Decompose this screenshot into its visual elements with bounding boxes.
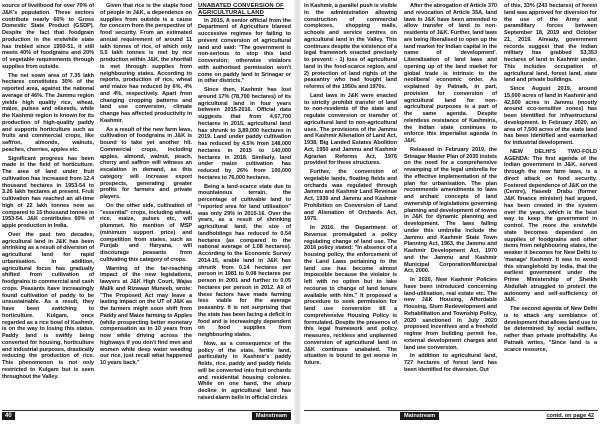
left-page bbox=[2, 0, 291, 418]
paragraph: Being a land-scarce state due to mountainous terrain, the percentage of cultivable land to "reported area for land utilisation" was only 29% in 2015-16. Over the years, as a result of shrinking agricultural land, the size of landholdings has reduced to 0.54 hectares (as compared to the national average of 1.08 hectares). According to the Economic Survey 2014-15, arable land in J&K has shrunk from 0.14 hectares per person in 1981 to 0.08 hectares per person in 2001 and further to 0.05 hectares per person in 2012. All of these factors have made farming less viable for the average peasantry. It is not surprising that the state has been facing a deficit in food and is increasingly dependent on food supplies from neighbouring states. bbox=[198, 183, 291, 339]
right-page-column-1 bbox=[304, 3, 397, 407]
paragraph: In 2020, New Kashmir Policies have been introduced concerning land-utilisation, real estate etc. The new J&K Housing, Affordable Housing, Slum Redevelopment and Rehabilitation and Township Policy, 2020 sanctioned in July 2020 proposed incentives and a freehold regime from building permit fee, external development charges and land use conversion. bbox=[404, 277, 497, 351]
paragraph: In 2015, A senior official from the Department of Agriculture blamed successive regimes for failing to prevent conversion of agricultural land and said: "The government is non-serious to stop this land conversion; otherwise violators with authorised permission won't come on paddy land in Srinagar or in other districts." bbox=[198, 17, 291, 85]
book-gutter bbox=[294, 0, 301, 424]
paragraph: Further, the conversion of vegetable lands, floating fields and orchards was regulated through Jammu and Kashmir Land Revenue Act, 1939 and Jammu and Kashmir Prohibition on Conversion of Land and Alienation of Orchards Act, 1975. bbox=[304, 169, 397, 223]
right-page-column-2 bbox=[404, 3, 497, 407]
section-heading: UNABATED CONVERSION OF AGRICULTURAL LAND bbox=[198, 3, 284, 16]
left-page-column-1 bbox=[2, 3, 94, 407]
page-number: 40 bbox=[2, 412, 15, 420]
paragraph: of this, 33% (243 hectares) of forest land was approved for diversion for the use of the Army and paramilitary forces between September 18, 2019 and October 21, 2019. Already, government records suggest that the Indian military has grabbed 53,353 hectares of land in Kashmir under. This includes occupation of agricultural land, forest land, state land and private buildings. bbox=[504, 3, 597, 84]
footer-rule bbox=[304, 410, 598, 411]
paragraph: Now, as a consequence of the policy of the state, fertile land, particularly in Kashmir's paddy fields, rice, paddy and paddy fields will be converted into fruit orchards and residential housing colonies. While on one hand, the sharp decline in agricultural land has raised alarm bells in official circles bbox=[198, 340, 291, 401]
paragraph: NEW DELHI'S TWO-FOLD AGENDA: The first agenda of the Indian government in J&K, served through the new farm laws, is a direct attack on food security. Fostered dependence of J&K on the (Centre), Haseeb Drabu (former J&K finance minister) had argued, has been created in the system over the years, which is the best way to keep the government in control. The more the erstwhile state becomes dependent on supplies of foodgrains and other items from neighbouring states, the weaker it becomes for New Delhi to 'manage' Kashmir. It was to avoid this stranglehold by India, that the earliest government under the Prime Ministership of Sheikh Abdullah struggled to protect the autonomy and self-sufficiency of J&K. bbox=[504, 148, 597, 304]
paragraph: Warning of the far-reaching impact of the new legislations, lawyers at J&K High Court, Wajas Malik and Rizwaan Muneeb, wrote: "The Proposed Act may leave a lasting impact on the UT of J&K as the farmers might soon shift from Paddy and Maize farming to Apples (while prospecting better monetary compensation as in 10 years from now while driving across the highways if you don't find men and women while deep water weeding our rice, just recall what happened 10 years back." bbox=[100, 265, 192, 366]
paragraph: In addition to agricultural land, 727 hectares of forest land has been identified for diversion. Out bbox=[404, 353, 497, 373]
paragraph: source of livelihood for over 70% of J&K's population. These sectors contribute nearly 60% to Gross Domestic State Product (GSDP). Despite the fact that foodgrain production in the erstwhile state has trebled since 1950-51, it still meets 40% of foodgrains and 20% of vegetable requirements through supplies from outside. bbox=[2, 3, 94, 70]
left-page-column-3 bbox=[198, 3, 291, 407]
left-page-footer bbox=[2, 409, 291, 421]
continued-link[interactable]: contd. on page 42 bbox=[546, 413, 594, 419]
paragraph: Since August 2019, around 15,000 acres of land in Kashmir and 42,500 acres in Jammu (mostly around eco-sensitive zones) has been identified for infrastructural development. In February 2020, an area of 7,500 acres of the state land has been identified and earmarked for industrial development. bbox=[504, 86, 597, 146]
paragraph: The second agenda of New Delhi is to attack any semblance of development that allows land use to be determined by social welfare, rather than private profitability. As Patnaik writes, "Since land is a scarce resource, bbox=[504, 306, 597, 353]
paragraph: On the other side, cultivation of "essential" crops, including wheat, rice, maize, pulses etc, will plummet. No mention of MSP (minimum support price) and competition from states, such as Punjab and Haryana, will discourage peasants from cultivating this category of crops. bbox=[100, 202, 192, 263]
right-page bbox=[304, 0, 598, 418]
magazine-name: Mainstream bbox=[400, 412, 439, 420]
paragraph: Over the past two decades, agricultural land in J&K has been shrinking as a result of diversion of agricultural land for rapid urbanisation. In addition, agricultural focus has gradually shifted from cultivation of foodgrains to commercial and cash crops. Peasants have increasingly found cultivation of paddy to be unsustainable. As a result, they have been switching to horticulture. Kulgam, once regarded as a rice bowl of Kashmir, is on the way to losing this status. Paddy land is swiftly being converted for housing, horticulture and industrial purposes, drastically reducing the production of rice. This phenomenon is not only restricted to Kulgam but is seen throughout the Valley. bbox=[2, 231, 94, 380]
paragraph: in Kashmir, a parallel push is visible in the administration allowing construction of commercial complexes, shopping malls, schools and service centres on agricultural land in the Valley. This continues despite the existence of a legal framework enacted precisely to prevent: - 1) loss of agricultural land in the food-scarce region, and 2) protection of land rights of the peasantry who had fought land reforms of the 1950s and 1970s. bbox=[304, 3, 397, 90]
paragraph: Given that rice is the staple food of people in J&K, a dependence on supplies from outside is a cause for concern from the perspective of food security. From an estimated annual requirement of around 11 lakh tonnes of rice, of which only 5.5 lakh tonnes is met by rice production within J&K, the shortfall is met through supplies from neighbouring states. According to reports, production of rice, wheat and maize has reduced by 6%, 4% and 4%, respectively. Apart from changing cropping patterns and land use conversion, climate change has affected productivity in Kashmir. bbox=[100, 3, 192, 124]
paragraph: Since then, Kashmir has lost around 17% (78,700 hectares) of its agricultural land in four years between 2015-2016. Official data suggests that from 4,67,700 hectares in 2015, agricultural land has shrunk to 3,89,000 hectares in 2019. Land under paddy cultivation has reduced by 4.5% from 148,000 hectares in 2015 to 140,000 hectares in 2018. Similarly, land under maize cultivation has reduced by 26% from 100,000 hectares to 76,000 hectares. bbox=[198, 87, 291, 181]
right-page-column-3 bbox=[504, 3, 597, 407]
paragraph: The net sown area of 7.35 lakh hectares constitutes 30% of the reported area, against the national average of 46%. The Jammu region yields high quality rice, wheat, maize, pulses and oilseeds, while the Kashmir region is known for its production of high-quality paddy and supports horticulture such as fruits and commercial crops, like saffron, almonds, walnuts, peaches, cherries, apples etc. bbox=[2, 72, 94, 153]
paragraph: As a result of the new farm laws, cultivation of foodgrains in J&K is bound to take yet another hit. Commercial crops, including apples, almond, walnut, peach, cherry and saffron will witness an escalation in demand, as this category will increase export prospects, generating greater profits for farmers and private players. bbox=[100, 126, 192, 200]
magazine-name: Mainstream bbox=[252, 412, 291, 420]
paragraph: Significant progress has been made in the field of horticulture. The area of land under fruit cultivation has increased from 12.4 thousand hectares in 1953-54 to 3.26 lakh hectares at present. Fruit cultivation has reached an all-time high of 22 lakh tonnes now as compared to 15 thousand tonnes in 1953-54. J&K contributes 60% of apple production in India. bbox=[2, 155, 94, 229]
paragraph: Land laws in J&K were enacted to strictly prohibit transfer of land to non-residents of the state and regulate conversion or transfer of agricultural land to non-agricultural uses. The provisions of the Jammu and Kashmir Alienation of Land Act, 1938, Big Landed Estates Abolition Act, 1950 and Jammu and Kashmir Agrarian Reforms Act, 1976 provided for these structures. bbox=[304, 92, 397, 167]
paragraph: Released in February 2019, the Srinagar Master Plan of 2035 insists on the need for a comprehensive revamping of the legal umbrella for the effective implementation of the plan for urbanisation. The plan recommends amendments to laws and archaic concepts of land ownership of legislations governing planning and development of towns in J&K for dynamic planning and development. The laws falling under this umbrella include the Jammu and Kashmir State Town Planning Act, 1963, the Jammu and Kashmir Development Act, 1970 and the Jammu and Kashmir Municipal Corporation/Municipal Act, 2000. bbox=[404, 146, 497, 275]
paragraph: After the abrogation of Article 370 and revocation of Article 35A, land laws in J&K have been amended to allow transfer of land to non-residents of J&K. Further, land laws are being liberalised to open up the land market for Indian capital in the name of 'development'. Liberalisation of land laws and opening up of the land market for global trade is intrinsic to the neoliberal economic order. As explained by Patnaik, in part, provision for conversion of agricultural land for non-agricultural purposes is a part of the same agenda. Despite relentless resistance of Kashmiris, the Indian state continues to enforce this imperialist agenda in J&K. bbox=[404, 3, 497, 144]
footer-rule bbox=[2, 410, 291, 411]
right-page-footer bbox=[304, 409, 598, 421]
paragraph: In 2016, the Department of Revenue promulgated a policy regulating change of land use. The 2016 policy stated: "In absence of a housing policy, the enforcement of the Land Laws pertaining to the land use has become almost impossible because the violator is left with no option but to take recourse to change of land tenure available with him." It proposed a procedure to seek permission for land use conversion till a comprehensive Housing Policy is formulated. Despite the presence of this legal framework and policy measures, reckless and unplanned conversion of agricultural land in J&K continues unabated. The situation is bound to get worse in future. bbox=[304, 225, 397, 366]
left-page-column-2 bbox=[100, 3, 192, 407]
